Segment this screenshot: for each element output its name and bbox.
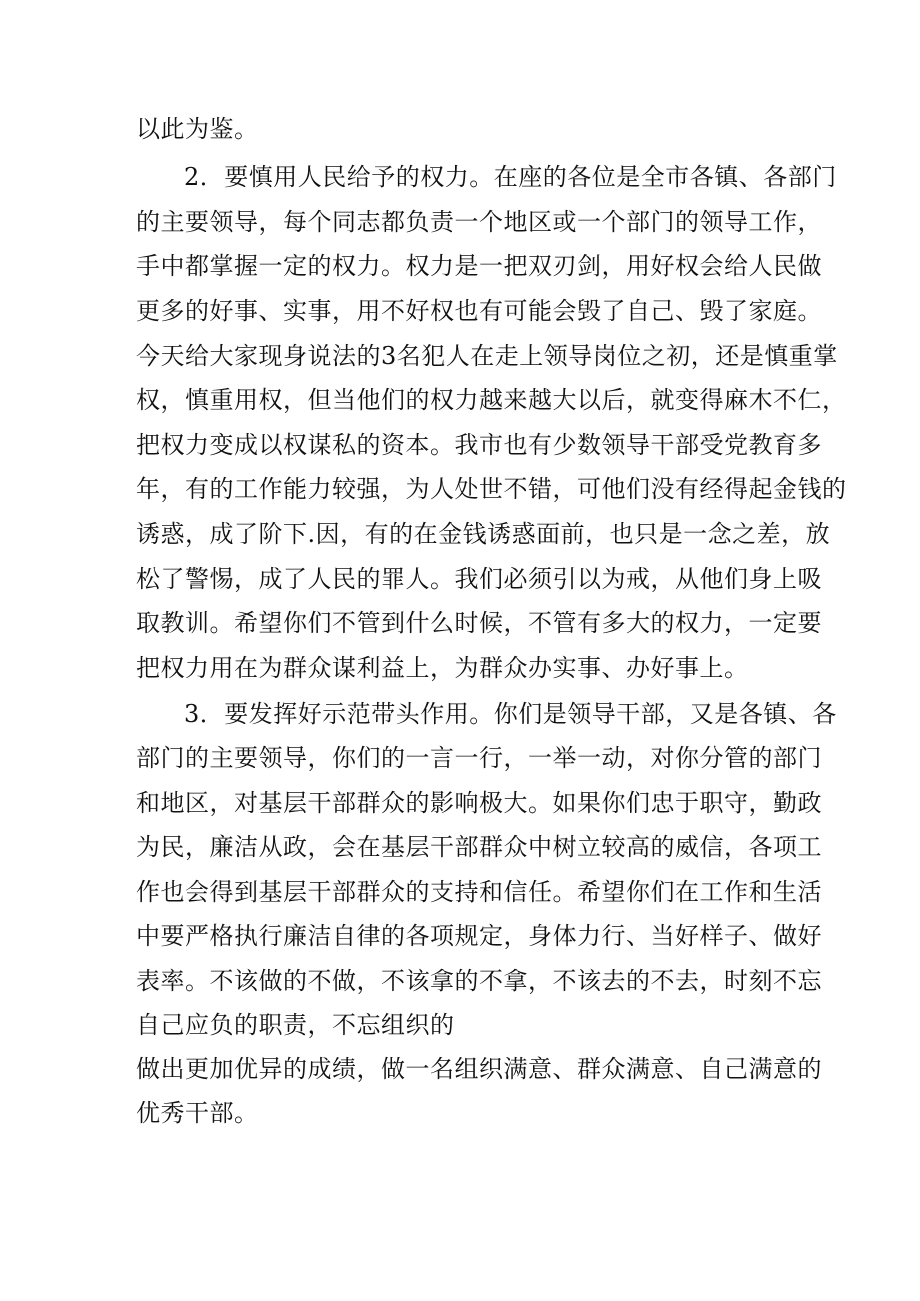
section-3-heading-line: 3．要发挥好示范带头作用。你们是领导干部，又是各镇、各 [184,700,837,728]
text-line: 自己应负的职责，不忘组织的 [136,1011,455,1039]
text-line: 取教训。希望你们不管到什么时候，不管有多大的权力，一定要 [136,609,822,637]
text-line: 今天给大家现身说法的3名犯人在走上领导岗位之初，还是慎重掌 [136,342,838,370]
text-line: 中要严格执行廉洁自律的各项规定，身体力行、当好样子、做好 [136,922,822,950]
text-line: 部门的主要领导，你们的一言一行，一举一动，对你分管的部门 [136,744,822,772]
text-line: 把权力变成以权谋私的资本。我市也有少数领导干部受党教育多 [136,431,822,459]
text-line: 更多的好事、实事，用不好权也有可能会毁了自己、毁了家庭。 [136,297,822,325]
text-line: 诱惑，成了阶下.因，有的在金钱诱惑面前，也只是一念之差，放 [136,520,831,548]
text-line: 做出更加优异的成绩，做一名组织满意、群众满意、自己满意的 [136,1055,822,1083]
text-line: 年，有的工作能力较强，为人处世不错，可他们没有经得起金钱的 [136,475,847,503]
text-line: 松了警惕，成了人民的罪人。我们必须引以为戒，从他们身上吸 [136,565,822,593]
text-line: 的主要领导，每个同志都负责一个地区或一个部门的领导工作， [136,208,822,236]
text-line: 作也会得到基层干部群众的支持和信任。希望你们在工作和生活 [136,878,822,906]
text-line: 手中都掌握一定的权力。权力是一把双刃剑，用好权会给人民做 [136,252,822,280]
text-line: 为民，廉洁从政，会在基层干部群众中树立较高的威信，各项工 [136,833,822,861]
text-line: 和地区，对基层干部群众的影响极大。如果你们忠于职守，勤政 [136,789,822,817]
text-line: 以此为鉴。 [136,115,259,143]
text-line: 表率。不该做的不做，不该拿的不拿，不该去的不去，时刻不忘 [136,967,822,995]
text-line: 优秀干部。 [136,1099,259,1127]
text-line: 把权力用在为群众谋利益上，为群众办实事、办好事上。 [136,654,749,682]
section-2-heading-line: 2．要慎用人民给予的权力。在座的各位是全市各镇、各部门 [184,163,837,191]
text-line: 权，慎重用权，但当他们的权力越来越大以后，就变得麻木不仁， [136,386,847,414]
